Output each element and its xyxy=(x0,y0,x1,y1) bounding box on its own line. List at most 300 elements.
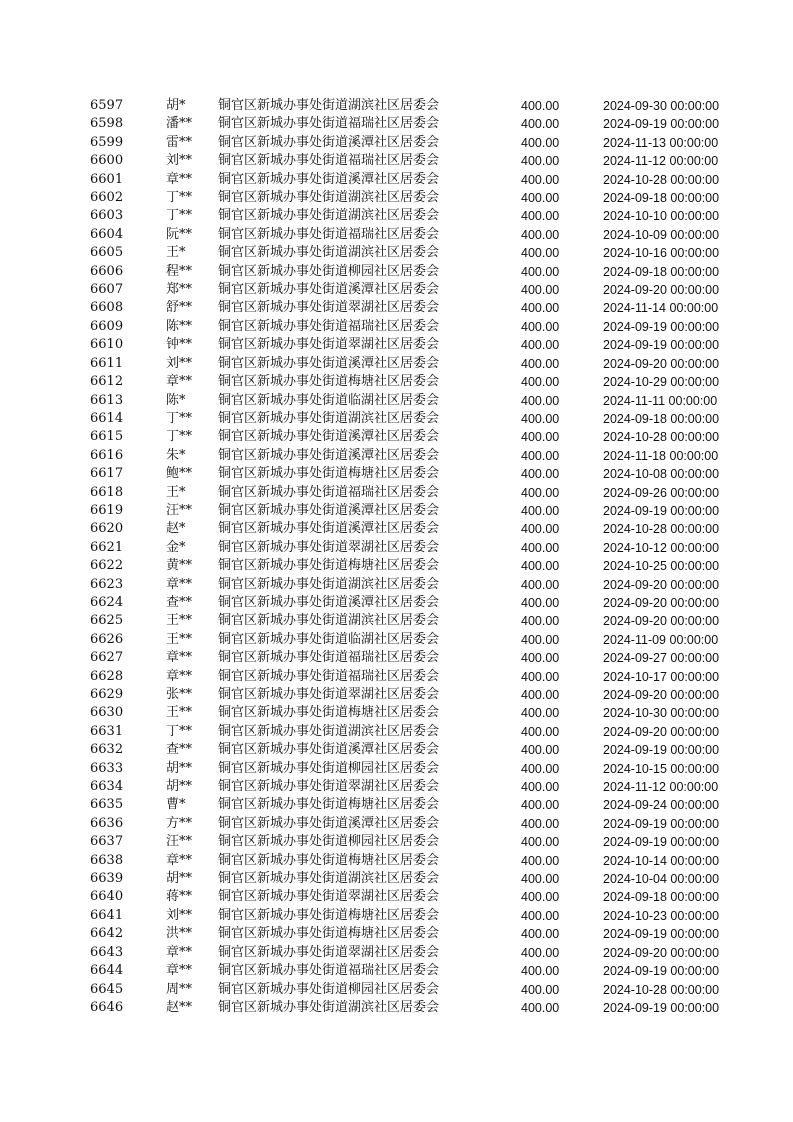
person-name: 丁** xyxy=(166,410,193,426)
community-committee: 铜官区新城办事处街道梅塘社区居委会 xyxy=(218,466,440,482)
table-row xyxy=(84,244,753,262)
community-committee: 铜官区新城办事处街道梅塘社区居委会 xyxy=(218,705,440,721)
community-committee: 铜官区新城办事处街道湖滨社区居委会 xyxy=(218,190,440,206)
person-name: 章** xyxy=(166,576,193,592)
row-number: 6641 xyxy=(90,907,124,923)
row-number: 6617 xyxy=(90,466,124,482)
date-value: 2024-09-18 00:00:00 xyxy=(603,264,720,279)
community-committee: 铜官区新城办事处街道溪潭社区居委会 xyxy=(218,171,440,187)
table-row xyxy=(84,520,753,538)
person-name: 阮** xyxy=(166,226,193,242)
amount-value: 400.00 xyxy=(521,117,560,132)
community-committee: 铜官区新城办事处街道翠湖社区居委会 xyxy=(218,687,440,702)
date-value: 2024-10-17 00:00:00 xyxy=(603,669,720,684)
person-name: 鲍** xyxy=(166,466,193,482)
community-committee: 铜官区新城办事处街道梅塘社区居委会 xyxy=(218,852,440,868)
row-number: 6598 xyxy=(90,116,124,132)
date-value: 2024-09-19 00:00:00 xyxy=(603,1000,720,1015)
table-row xyxy=(84,594,753,612)
date-value: 2024-11-12 00:00:00 xyxy=(603,154,719,169)
date-value: 2024-09-19 00:00:00 xyxy=(603,743,720,758)
subsidy-list-table xyxy=(84,97,753,1017)
amount-value: 400.00 xyxy=(521,411,560,426)
community-committee: 铜官区新城办事处街道翠湖社区居委会 xyxy=(218,889,440,905)
amount-value: 400.00 xyxy=(521,485,560,500)
date-value: 2024-10-09 00:00:00 xyxy=(603,227,720,242)
table-row xyxy=(84,355,753,373)
person-name: 赵** xyxy=(166,999,193,1015)
table-row xyxy=(84,318,753,336)
community-committee: 铜官区新城办事处街道福瑞社区居委会 xyxy=(218,668,440,684)
date-value: 2024-10-28 00:00:00 xyxy=(603,522,720,537)
person-name: 朱* xyxy=(166,447,186,463)
date-value: 2024-10-29 00:00:00 xyxy=(603,375,720,390)
amount-value: 400.00 xyxy=(521,780,560,795)
person-name: 王* xyxy=(166,484,186,500)
amount-value: 400.00 xyxy=(521,375,560,390)
person-name: 章** xyxy=(166,171,193,187)
row-number: 6611 xyxy=(90,355,124,371)
table-row xyxy=(84,152,753,170)
person-name: 章** xyxy=(166,944,193,960)
person-name: 陈* xyxy=(166,392,186,408)
table-row xyxy=(84,723,753,741)
date-value: 2024-09-19 00:00:00 xyxy=(603,927,720,942)
table-row xyxy=(84,760,753,778)
table-row xyxy=(84,373,753,391)
table-row xyxy=(84,741,753,759)
amount-value: 400.00 xyxy=(521,301,560,316)
table-row xyxy=(84,392,753,410)
date-value: 2024-10-10 00:00:00 xyxy=(603,209,720,224)
amount-value: 400.00 xyxy=(521,319,560,334)
community-committee: 铜官区新城办事处街道柳园社区居委会 xyxy=(218,760,440,776)
community-committee: 铜官区新城办事处街道福瑞社区居委会 xyxy=(218,963,440,979)
community-committee: 铜官区新城办事处街道湖滨社区居委会 xyxy=(218,245,440,261)
date-value: 2024-09-20 00:00:00 xyxy=(603,283,720,298)
person-name: 王** xyxy=(166,631,193,647)
date-value: 2024-09-19 00:00:00 xyxy=(603,503,720,518)
person-name: 汪** xyxy=(166,502,193,518)
table-row xyxy=(84,888,753,906)
amount-value: 400.00 xyxy=(521,522,560,537)
row-number: 6623 xyxy=(90,576,124,592)
person-name: 胡* xyxy=(166,98,186,113)
person-name: 曹* xyxy=(166,797,186,813)
date-value: 2024-09-19 00:00:00 xyxy=(603,816,720,831)
row-number: 6637 xyxy=(90,834,124,850)
row-number: 6609 xyxy=(90,318,124,334)
amount-value: 400.00 xyxy=(521,982,560,997)
date-value: 2024-09-26 00:00:00 xyxy=(603,485,720,500)
date-value: 2024-11-13 00:00:00 xyxy=(603,135,719,150)
table-row xyxy=(84,704,753,722)
table-row xyxy=(84,668,753,686)
community-committee: 铜官区新城办事处街道柳园社区居委会 xyxy=(218,981,440,997)
date-value: 2024-09-20 00:00:00 xyxy=(603,724,720,739)
person-name: 章** xyxy=(166,852,193,868)
community-committee: 铜官区新城办事处街道湖滨社区居委会 xyxy=(218,613,440,629)
community-committee: 铜官区新城办事处街道湖滨社区居委会 xyxy=(218,208,440,224)
amount-value: 400.00 xyxy=(521,264,560,279)
table-row xyxy=(84,778,753,796)
table-row xyxy=(84,502,753,520)
table-row xyxy=(84,134,753,152)
date-value: 2024-09-18 00:00:00 xyxy=(603,890,720,905)
community-committee: 铜官区新城办事处街道柳园社区居委会 xyxy=(218,263,440,279)
date-value: 2024-09-20 00:00:00 xyxy=(603,356,720,371)
row-number: 6636 xyxy=(90,815,124,831)
date-value: 2024-09-19 00:00:00 xyxy=(603,835,720,850)
date-value: 2024-09-19 00:00:00 xyxy=(603,964,720,979)
person-name: 方** xyxy=(166,815,193,831)
date-value: 2024-11-14 00:00:00 xyxy=(603,301,719,316)
table-row xyxy=(84,981,753,999)
date-value: 2024-10-28 00:00:00 xyxy=(603,982,720,997)
person-name: 蒋** xyxy=(166,889,193,905)
amount-value: 400.00 xyxy=(521,559,560,574)
row-number: 6605 xyxy=(90,245,124,261)
date-value: 2024-11-09 00:00:00 xyxy=(603,632,719,647)
date-value: 2024-09-24 00:00:00 xyxy=(603,798,720,813)
table-row xyxy=(84,97,753,115)
person-name: 丁** xyxy=(166,429,193,445)
table-row xyxy=(84,281,753,299)
community-committee: 铜官区新城办事处街道临湖社区居委会 xyxy=(218,392,440,408)
table-row xyxy=(84,484,753,502)
date-value: 2024-11-18 00:00:00 xyxy=(603,448,719,463)
table-row xyxy=(84,557,753,575)
person-name: 刘** xyxy=(166,355,193,371)
row-number: 6642 xyxy=(90,926,124,942)
date-value: 2024-10-28 00:00:00 xyxy=(603,430,720,445)
amount-value: 400.00 xyxy=(521,872,560,887)
table-body xyxy=(84,97,753,1017)
date-value: 2024-09-20 00:00:00 xyxy=(603,945,720,960)
amount-value: 400.00 xyxy=(521,540,560,555)
person-name: 丁** xyxy=(166,190,193,206)
amount-value: 400.00 xyxy=(521,209,560,224)
community-committee: 铜官区新城办事处街道湖滨社区居委会 xyxy=(218,999,440,1015)
amount-value: 400.00 xyxy=(521,99,560,113)
date-value: 2024-09-18 00:00:00 xyxy=(603,411,720,426)
table-row xyxy=(84,299,753,317)
community-committee: 铜官区新城办事处街道翠湖社区居委会 xyxy=(218,337,440,353)
amount-value: 400.00 xyxy=(521,283,560,298)
community-committee: 铜官区新城办事处街道柳园社区居委会 xyxy=(218,834,440,850)
row-number: 6619 xyxy=(90,502,124,518)
date-value: 2024-09-19 00:00:00 xyxy=(603,338,720,353)
amount-value: 400.00 xyxy=(521,890,560,905)
row-number: 6600 xyxy=(90,153,124,169)
amount-value: 400.00 xyxy=(521,964,560,979)
community-committee: 铜官区新城办事处街道翠湖社区居委会 xyxy=(218,300,440,316)
person-name: 赵* xyxy=(166,521,186,537)
row-number: 6632 xyxy=(90,742,124,758)
community-committee: 铜官区新城办事处街道溪潭社区居委会 xyxy=(218,447,440,463)
row-number: 6629 xyxy=(90,687,124,702)
row-number: 6638 xyxy=(90,852,124,868)
amount-value: 400.00 xyxy=(521,356,560,371)
table-row xyxy=(84,226,753,244)
row-number: 6614 xyxy=(90,410,124,426)
community-committee: 铜官区新城办事处街道湖滨社区居委会 xyxy=(218,723,440,739)
amount-value: 400.00 xyxy=(521,393,560,408)
amount-value: 400.00 xyxy=(521,577,560,592)
community-committee: 铜官区新城办事处街道溪潭社区居委会 xyxy=(218,815,440,831)
row-number: 6608 xyxy=(90,300,124,316)
row-number: 6612 xyxy=(90,374,124,390)
person-name: 章** xyxy=(166,668,193,684)
row-number: 6607 xyxy=(90,282,124,298)
row-number: 6627 xyxy=(90,650,124,666)
amount-value: 400.00 xyxy=(521,448,560,463)
row-number: 6633 xyxy=(90,760,124,776)
amount-value: 400.00 xyxy=(521,835,560,850)
amount-value: 400.00 xyxy=(521,651,560,666)
row-number: 6624 xyxy=(90,594,124,610)
community-committee: 铜官区新城办事处街道湖滨社区居委会 xyxy=(218,410,440,426)
row-number: 6644 xyxy=(90,963,124,979)
person-name: 钟** xyxy=(166,337,193,353)
person-name: 章** xyxy=(166,963,193,979)
community-committee: 铜官区新城办事处街道福瑞社区居委会 xyxy=(218,116,440,132)
table-row xyxy=(84,686,753,704)
table-row xyxy=(84,925,753,943)
person-name: 周** xyxy=(166,981,193,997)
table-row xyxy=(84,962,753,980)
date-value: 2024-09-30 00:00:00 xyxy=(603,99,720,113)
table-row xyxy=(84,465,753,483)
row-number: 6618 xyxy=(90,484,124,500)
person-name: 王* xyxy=(166,245,186,261)
amount-value: 400.00 xyxy=(521,227,560,242)
amount-value: 400.00 xyxy=(521,632,560,647)
community-committee: 铜官区新城办事处街道溪潭社区居委会 xyxy=(218,594,440,610)
table-row xyxy=(84,852,753,870)
table-row xyxy=(84,189,753,207)
person-name: 陈** xyxy=(166,318,193,334)
community-committee: 铜官区新城办事处街道福瑞社区居委会 xyxy=(218,650,440,666)
community-committee: 铜官区新城办事处街道溪潭社区居委会 xyxy=(218,282,440,298)
community-committee: 铜官区新城办事处街道溪潭社区居委会 xyxy=(218,134,440,150)
row-number: 6615 xyxy=(90,429,124,445)
community-committee: 铜官区新城办事处街道福瑞社区居委会 xyxy=(218,153,440,169)
row-number: 6628 xyxy=(90,668,124,684)
date-value: 2024-09-19 00:00:00 xyxy=(603,117,720,132)
row-number: 6613 xyxy=(90,392,124,408)
table-row xyxy=(84,263,753,281)
row-number: 6643 xyxy=(90,944,124,960)
row-number: 6631 xyxy=(90,723,124,739)
person-name: 雷** xyxy=(166,134,193,150)
row-number: 6602 xyxy=(90,190,124,206)
community-committee: 铜官区新城办事处街道翠湖社区居委会 xyxy=(218,779,440,795)
person-name: 查** xyxy=(166,742,193,758)
amount-value: 400.00 xyxy=(521,798,560,813)
date-value: 2024-09-19 00:00:00 xyxy=(603,319,720,334)
person-name: 章** xyxy=(166,374,193,390)
person-name: 黄** xyxy=(166,558,193,574)
date-value: 2024-10-04 00:00:00 xyxy=(603,872,720,887)
date-value: 2024-10-23 00:00:00 xyxy=(603,908,720,923)
table-row xyxy=(84,870,753,888)
row-number: 6640 xyxy=(90,889,124,905)
amount-value: 400.00 xyxy=(521,724,560,739)
row-number: 6616 xyxy=(90,447,124,463)
row-number: 6597 xyxy=(90,98,124,113)
table-row xyxy=(84,631,753,649)
amount-value: 400.00 xyxy=(521,338,560,353)
amount-value: 400.00 xyxy=(521,172,560,187)
amount-value: 400.00 xyxy=(521,945,560,960)
row-number: 6606 xyxy=(90,263,124,279)
community-committee: 铜官区新城办事处街道溪潭社区居委会 xyxy=(218,502,440,518)
amount-value: 400.00 xyxy=(521,816,560,831)
community-committee: 铜官区新城办事处街道湖滨社区居委会 xyxy=(218,98,440,113)
amount-value: 400.00 xyxy=(521,706,560,721)
table-row xyxy=(84,428,753,446)
date-value: 2024-10-08 00:00:00 xyxy=(603,467,720,482)
community-committee: 铜官区新城办事处街道梅塘社区居委会 xyxy=(218,797,440,813)
person-name: 汪** xyxy=(166,834,193,850)
amount-value: 400.00 xyxy=(521,669,560,684)
person-name: 胡** xyxy=(166,760,193,776)
person-name: 王** xyxy=(166,705,193,721)
person-name: 刘** xyxy=(166,907,193,923)
community-committee: 铜官区新城办事处街道福瑞社区居委会 xyxy=(218,226,440,242)
amount-value: 400.00 xyxy=(521,246,560,261)
community-committee: 铜官区新城办事处街道溪潭社区居委会 xyxy=(218,521,440,537)
community-committee: 铜官区新城办事处街道福瑞社区居委会 xyxy=(218,318,440,334)
amount-value: 400.00 xyxy=(521,688,560,702)
amount-value: 400.00 xyxy=(521,154,560,169)
person-name: 潘** xyxy=(166,116,193,132)
person-name: 丁** xyxy=(166,723,193,739)
person-name: 胡** xyxy=(166,779,193,795)
community-committee: 铜官区新城办事处街道梅塘社区居委会 xyxy=(218,374,440,390)
person-name: 胡** xyxy=(166,871,193,887)
date-value: 2024-09-20 00:00:00 xyxy=(603,614,720,629)
community-committee: 铜官区新城办事处街道福瑞社区居委会 xyxy=(218,484,440,500)
amount-value: 400.00 xyxy=(521,467,560,482)
date-value: 2024-10-16 00:00:00 xyxy=(603,246,720,261)
row-number: 6639 xyxy=(90,871,124,887)
amount-value: 400.00 xyxy=(521,614,560,629)
person-name: 洪** xyxy=(166,926,193,942)
table-row xyxy=(84,907,753,925)
amount-value: 400.00 xyxy=(521,1000,560,1015)
date-value: 2024-10-28 00:00:00 xyxy=(603,172,720,187)
person-name: 王** xyxy=(166,613,193,629)
community-committee: 铜官区新城办事处街道梅塘社区居委会 xyxy=(218,907,440,923)
amount-value: 400.00 xyxy=(521,743,560,758)
date-value: 2024-09-27 00:00:00 xyxy=(603,651,720,666)
date-value: 2024-10-30 00:00:00 xyxy=(603,706,720,721)
row-number: 6599 xyxy=(90,134,124,150)
community-committee: 铜官区新城办事处街道湖滨社区居委会 xyxy=(218,871,440,887)
row-number: 6604 xyxy=(90,226,124,242)
table-row xyxy=(84,207,753,225)
table-row xyxy=(84,336,753,354)
row-number: 6601 xyxy=(90,171,124,187)
table-row xyxy=(84,576,753,594)
amount-value: 400.00 xyxy=(521,430,560,445)
community-committee: 铜官区新城办事处街道翠湖社区居委会 xyxy=(218,944,440,960)
community-committee: 铜官区新城办事处街道梅塘社区居委会 xyxy=(218,558,440,574)
community-committee: 铜官区新城办事处街道溪潭社区居委会 xyxy=(218,355,440,371)
person-name: 金* xyxy=(166,539,186,555)
row-number: 6621 xyxy=(90,539,124,555)
person-name: 章** xyxy=(166,650,193,666)
date-value: 2024-09-20 00:00:00 xyxy=(603,577,720,592)
table-row xyxy=(84,612,753,630)
date-value: 2024-10-14 00:00:00 xyxy=(603,853,720,868)
row-number: 6634 xyxy=(90,779,124,795)
community-committee: 铜官区新城办事处街道湖滨社区居委会 xyxy=(218,576,440,592)
amount-value: 400.00 xyxy=(521,908,560,923)
date-value: 2024-09-18 00:00:00 xyxy=(603,191,720,206)
amount-value: 400.00 xyxy=(521,927,560,942)
row-number: 6620 xyxy=(90,521,124,537)
row-number: 6630 xyxy=(90,705,124,721)
date-value: 2024-10-15 00:00:00 xyxy=(603,761,720,776)
person-name: 丁** xyxy=(166,208,193,224)
amount-value: 400.00 xyxy=(521,135,560,150)
row-number: 6646 xyxy=(90,999,124,1015)
community-committee: 铜官区新城办事处街道临湖社区居委会 xyxy=(218,631,440,647)
date-value: 2024-09-20 00:00:00 xyxy=(603,688,720,702)
table-row xyxy=(84,649,753,667)
row-number: 6635 xyxy=(90,797,124,813)
table-row xyxy=(84,815,753,833)
community-committee: 铜官区新城办事处街道溪潭社区居委会 xyxy=(218,429,440,445)
table-row xyxy=(84,944,753,962)
person-name: 程** xyxy=(166,263,193,279)
date-value: 2024-11-11 00:00:00 xyxy=(603,393,718,408)
row-number: 6645 xyxy=(90,981,124,997)
person-name: 张** xyxy=(166,687,193,702)
community-committee: 铜官区新城办事处街道翠湖社区居委会 xyxy=(218,539,440,555)
table-row xyxy=(84,539,753,557)
community-committee: 铜官区新城办事处街道溪潭社区居委会 xyxy=(218,742,440,758)
table-row xyxy=(84,115,753,133)
row-number: 6610 xyxy=(90,337,124,353)
table-row xyxy=(84,833,753,851)
date-value: 2024-10-25 00:00:00 xyxy=(603,559,720,574)
date-value: 2024-09-20 00:00:00 xyxy=(603,595,720,610)
table-row xyxy=(84,999,753,1017)
table-row xyxy=(84,796,753,814)
amount-value: 400.00 xyxy=(521,503,560,518)
person-name: 刘** xyxy=(166,153,193,169)
row-number: 6622 xyxy=(90,558,124,574)
amount-value: 400.00 xyxy=(521,191,560,206)
person-name: 郑** xyxy=(166,282,193,298)
amount-value: 400.00 xyxy=(521,761,560,776)
date-value: 2024-10-12 00:00:00 xyxy=(603,540,720,555)
table-row xyxy=(84,410,753,428)
row-number: 6625 xyxy=(90,613,124,629)
person-name: 舒** xyxy=(166,300,193,316)
table-row xyxy=(84,171,753,189)
date-value: 2024-11-12 00:00:00 xyxy=(603,780,719,795)
person-name: 查** xyxy=(166,594,193,610)
community-committee: 铜官区新城办事处街道梅塘社区居委会 xyxy=(218,926,440,942)
table-row xyxy=(84,447,753,465)
amount-value: 400.00 xyxy=(521,853,560,868)
amount-value: 400.00 xyxy=(521,595,560,610)
